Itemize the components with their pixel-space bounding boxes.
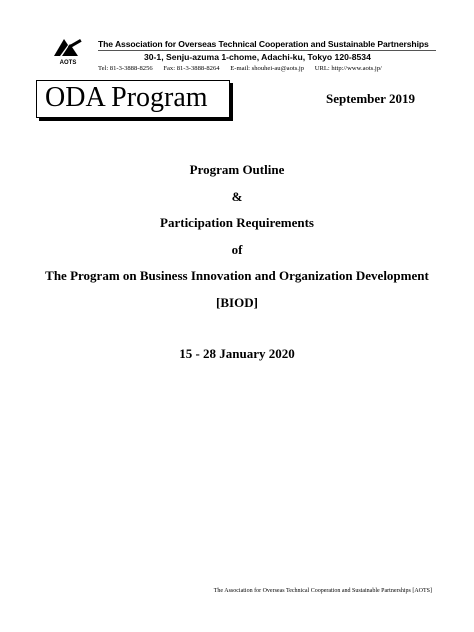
- program-dates: 15 - 28 January 2020: [179, 346, 295, 361]
- telephone: Tel: 81-3-3888-8256: [98, 65, 153, 72]
- title-program-abbreviation: [BIOD]: [216, 295, 258, 310]
- title-of: of: [231, 242, 243, 257]
- title-ampersand: &: [231, 189, 243, 204]
- contact-line: [98, 65, 391, 72]
- title-program-outline: Program Outline: [189, 162, 285, 177]
- oda-program-banner: [36, 80, 230, 118]
- letterhead: [44, 36, 436, 76]
- oda-program-title: ODA Program: [45, 82, 208, 113]
- fax: Fax: 81-3-3888-8264: [163, 65, 220, 72]
- organization-address: 30-1, Senju-azuma 1-chome, Adachi-ku, Tokyo 120-8534: [144, 52, 371, 62]
- organization-name: The Association for Overseas Technical Cooperation and Sustainable Partnerships: [98, 39, 429, 49]
- document-date: September 2019: [326, 91, 415, 106]
- title-program-name: The Program on Business Innovation and Organization Development: [45, 268, 429, 283]
- header-divider: [98, 50, 436, 51]
- page-footer: The Association for Overseas Technical Cooperation and Sustainable Partnerships [AOTS]: [213, 588, 432, 594]
- svg-text:AOTS: AOTS: [59, 60, 77, 66]
- aots-logo-icon: [48, 36, 88, 66]
- title-participation-requirements: Participation Requirements: [160, 215, 314, 230]
- website-url: URL: http://www.aots.jp/: [314, 65, 382, 72]
- email: E-mail: shouhei-au@aots.jp: [230, 65, 305, 72]
